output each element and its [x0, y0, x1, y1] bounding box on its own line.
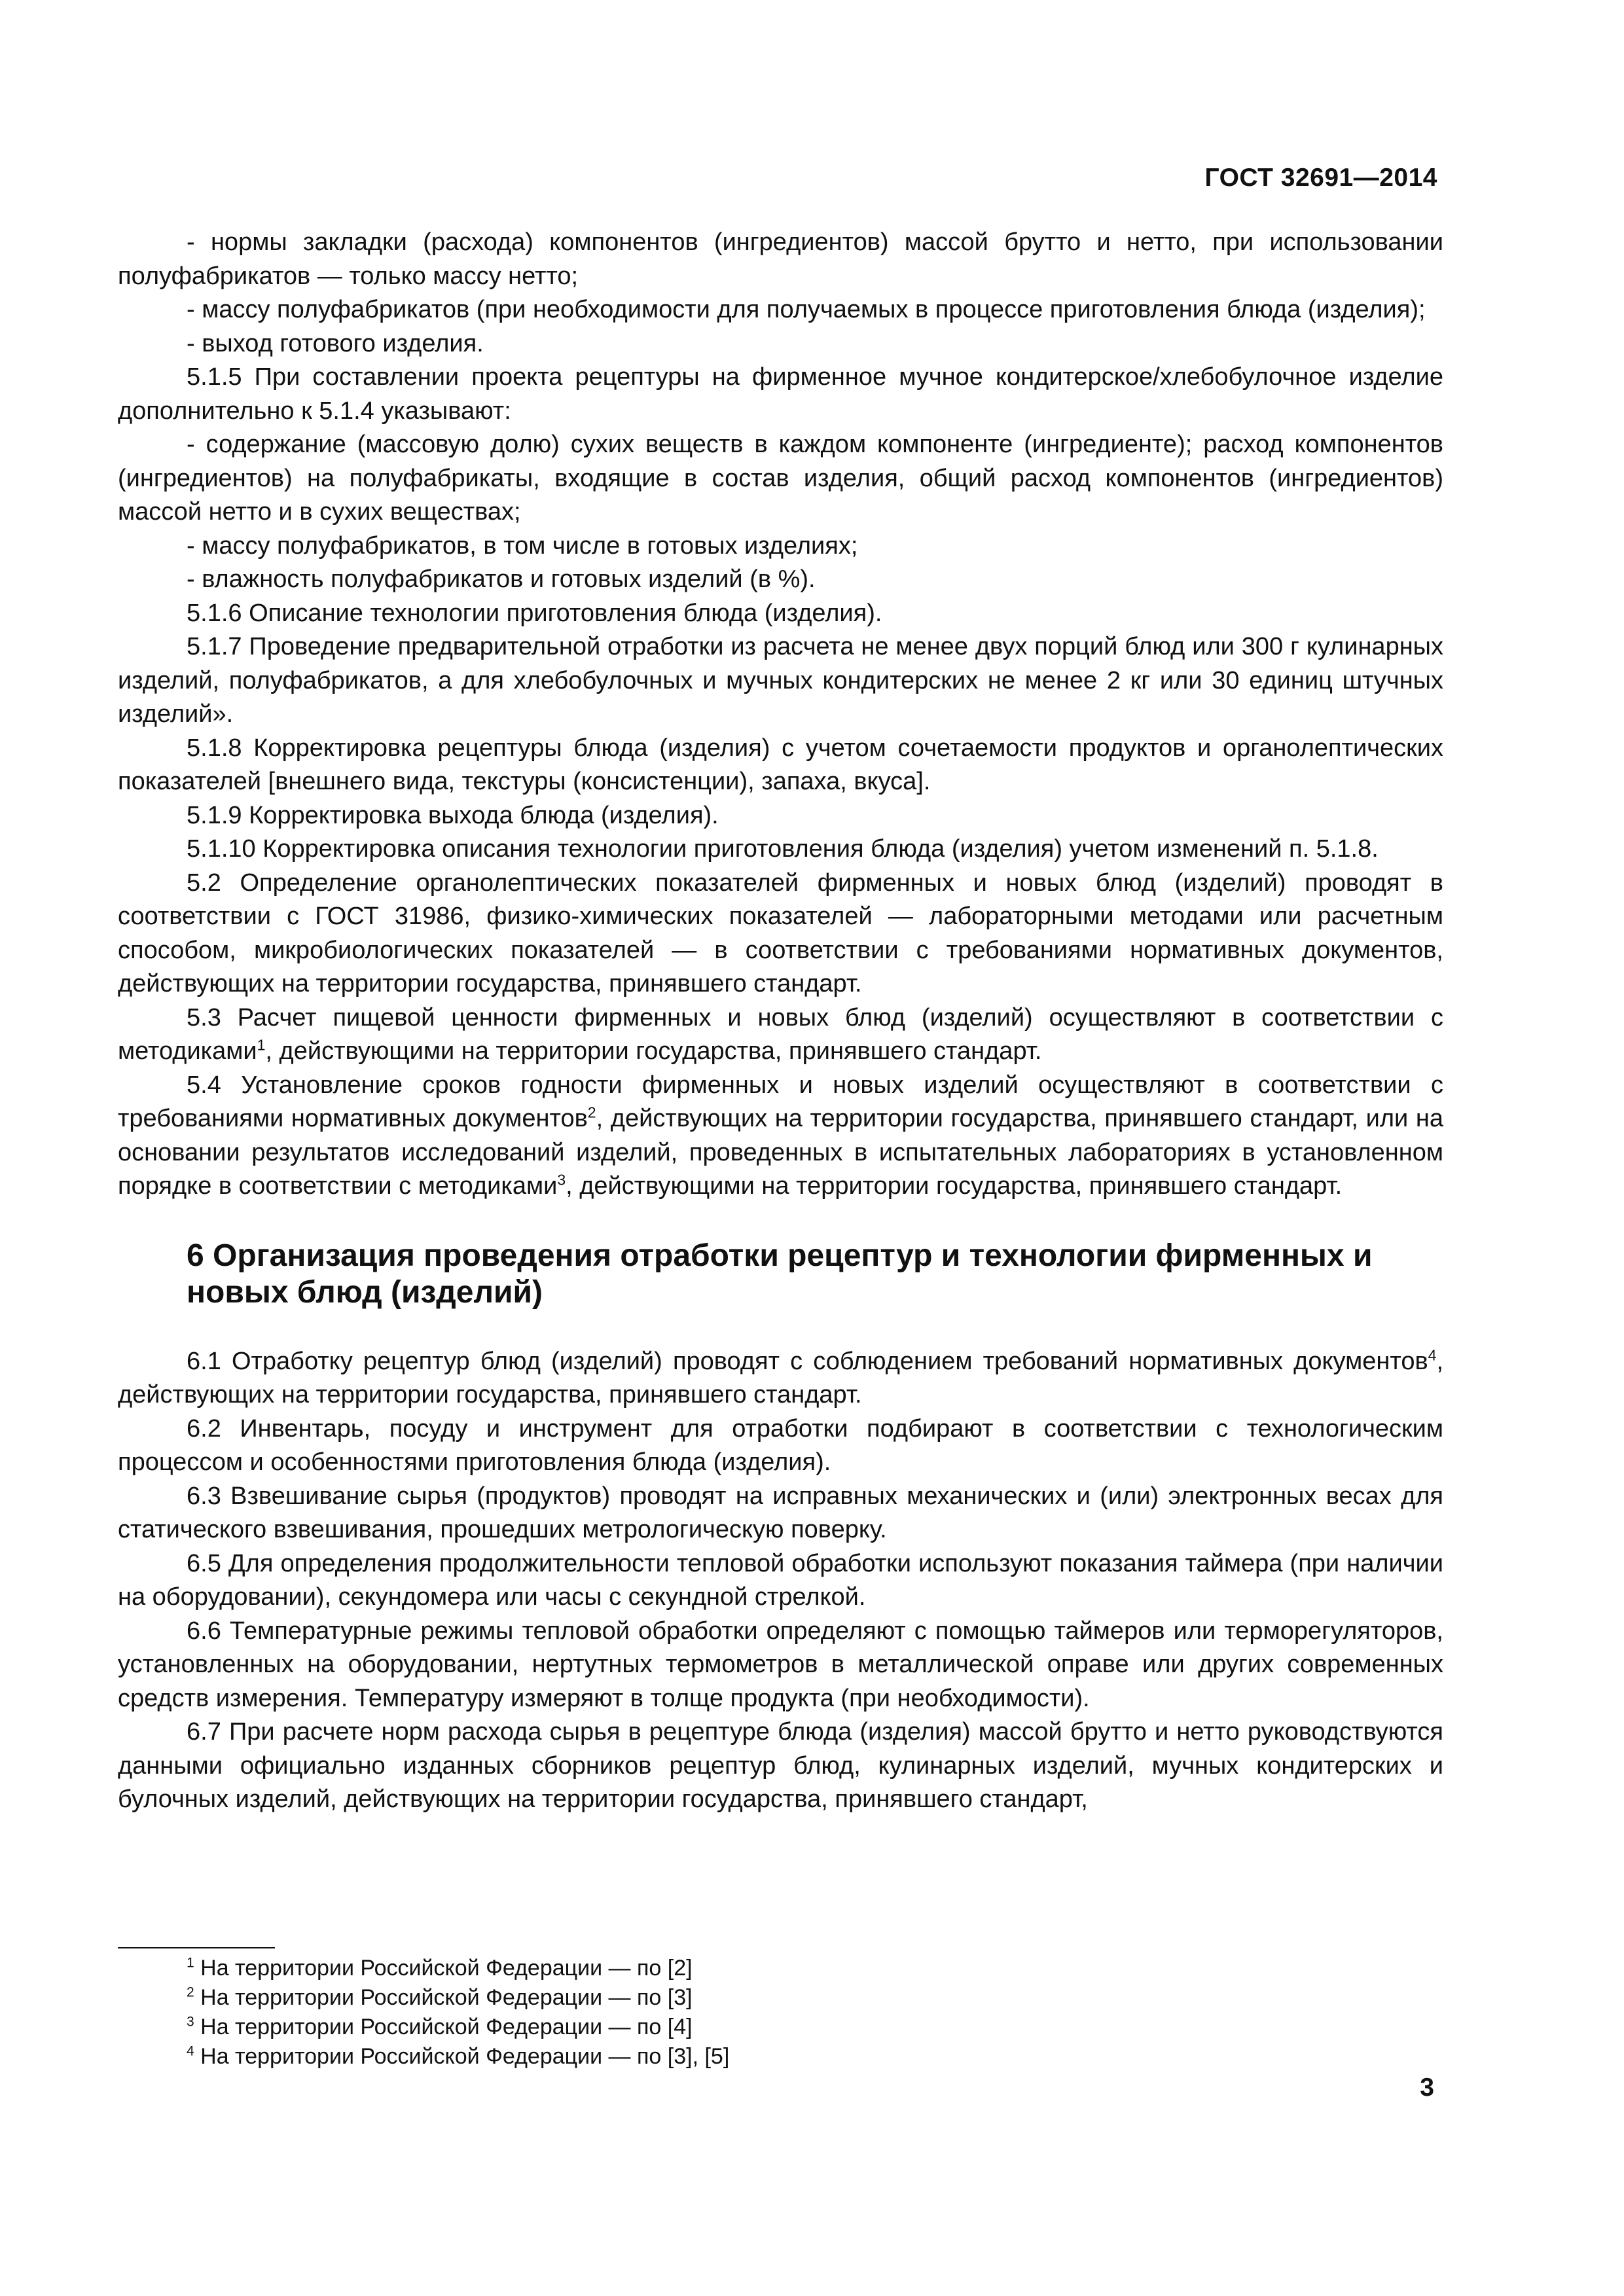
paragraph: 5.1.8 Корректировка рецептуры блюда (изделия) с учетом сочетаемости продуктов и органолептических показателей [внешнего вида, текстуры (консистенции), запаха, вкуса].: [118, 734, 1443, 795]
text-segment: 6.1 Отработку рецептур блюд (изделий) проводят с соблюдением требований нормативных документов: [187, 1347, 1428, 1375]
footnote-text: На территории Российской Федерации — по [4]: [194, 2015, 693, 2039]
paragraph: - выход готового изделия.: [187, 329, 484, 357]
footnote-number: 3: [187, 2014, 194, 2030]
footnote: [187, 1983, 729, 2013]
paragraph: 6.6 Температурные режимы тепловой обработки определяют с помощью таймеров или терморегуляторов, установленных на оборудовании, нертутных термометров в металлической оправе или других современных средств измерения. Температуру измеряют в толще продукта (при необходимости).: [118, 1617, 1443, 1712]
footnote-text: На территории Российской Федерации — по [2]: [194, 1956, 693, 1981]
paragraph: 5.1.7 Проведение предварительной отработки из расчета не менее двух порций блюд или 300 г кулинарных изделий, полуфабрикатов, а для хлебобулочных и мучных кондитерских не менее 2 кг или 30 единиц штучных изделий».: [118, 633, 1443, 728]
paragraph: 5.1.5 При составлении проекта рецептуры на фирменное мучное кондитерское/хлебобулочное изделие дополнительно к 5.1.4 указывают:: [118, 363, 1443, 425]
text-segment: 5.4 Установление сроков годности фирменных и новых изделий осуществляют в соответствии с требованиями нормативных документов: [118, 1071, 1443, 1132]
paragraph-5-3: [118, 1001, 1443, 1069]
document-header-title: ГОСТ 32691—2014: [1204, 164, 1437, 192]
body-text: [118, 226, 1443, 1817]
footnote-ref: 4: [1428, 1346, 1437, 1363]
paragraph: 6.3 Взвешивание сырья (продуктов) проводят на исправных механических и (или) электронных весах для статического взвешивания, прошедших метрологическую поверку.: [118, 1482, 1443, 1543]
text-segment: 5.3 Расчет пищевой ценности фирменных и новых блюд (изделий) осуществляют в соответствии с методиками: [118, 1003, 1443, 1065]
footnote-ref: 2: [587, 1103, 596, 1121]
footnote-ref: 3: [557, 1171, 566, 1189]
paragraph: - нормы закладки (расхода) компонентов (ингредиентов) массой брутто и нетто, при использовании полуфабрикатов — только массу нетто;: [118, 228, 1443, 290]
paragraph: 6.7 При расчете норм расхода сырья в рецептуре блюда (изделия) массой брутто и нетто руководствуются данными официально изданных сборников рецептур блюд, кулинарных изделий, мучных кондитерских и булочных изделий, действующих на территории государства, принявшего стандарт,: [118, 1718, 1443, 1813]
page-number: 3: [1420, 2073, 1434, 2102]
text-segment: , действующими на территории государства, принявшего стандарт.: [566, 1172, 1343, 1200]
footnote: [187, 1954, 729, 1983]
paragraph-6-1: [118, 1345, 1443, 1412]
section-heading: 6 Организация проведения отработки рецептур и технологии фирменных и новых блюд (изделий): [187, 1238, 1373, 1310]
paragraph: 6.5 Для определения продолжительности тепловой обработки используют показания таймера (при наличии на оборудовании), секундомера или часы с секундной стрелкой.: [118, 1549, 1443, 1611]
footnote: [187, 2042, 729, 2072]
footnote-text: На территории Российской Федерации — по [3], [5]: [194, 2044, 730, 2069]
paragraph: 5.2 Определение органолептических показателей фирменных и новых блюд (изделий) проводят в соответствии с ГОСТ 31986, физико-химических показателей — лабораторными методами или расчетным способом, микробиологических показателей — в соответствии с требованиями нормативных документов, действующих на территории государства, принявшего стандарт.: [118, 869, 1443, 997]
paragraph: 5.1.10 Корректировка описания технологии приготовления блюда (изделия) учетом изменений п. 5.1.8.: [187, 835, 1379, 863]
text-segment: , действующими на территории государства, принявшего стандарт.: [265, 1037, 1042, 1065]
text-segment: , действующих на территории государства, принявшего стандарт, или на основании результатов исследований изделий, проведенных в испытательных лабораториях в установленном порядке в соответствии с методиками: [118, 1105, 1443, 1200]
paragraph: - массу полуфабрикатов (при необходимости для получаемых в процессе приготовления блюда (изделия);: [187, 296, 1426, 323]
paragraph: - массу полуфабрикатов, в том числе в готовых изделиях;: [187, 531, 858, 560]
footnote-ref: 1: [257, 1036, 266, 1054]
footnote-number: 2: [187, 1984, 194, 2000]
footnote-number: 4: [187, 2043, 194, 2059]
footnote-text: На территории Российской Федерации — по [3]: [194, 1985, 693, 2010]
paragraph: - влажность полуфабрикатов и готовых изделий (в %).: [187, 565, 816, 593]
paragraph: 6.2 Инвентарь, посуду и инструмент для отработки подбирают в соответствии с технологическим процессом и особенностями приготовления блюда (изделия).: [118, 1414, 1443, 1476]
footnote: [187, 2013, 729, 2042]
paragraph: 5.1.6 Описание технологии приготовления блюда (изделия).: [187, 599, 882, 627]
footnote-divider: [118, 1947, 275, 1948]
text-segment: , действующих на территории государства, принявшего стандарт.: [118, 1347, 1443, 1408]
footnotes: [187, 1954, 729, 2072]
paragraph-5-4: [118, 1069, 1443, 1204]
paragraph: - содержание (массовую долю) сухих веществ в каждом компоненте (ингредиенте); расход компонентов (ингредиентов) на полуфабрикаты, входящие в состав изделия, общий расход компонентов (ингредиентов) массой нетто и в сухих веществах;: [118, 431, 1443, 526]
paragraph: 5.1.9 Корректировка выхода блюда (изделия).: [187, 801, 719, 829]
footnote-number: 1: [187, 1955, 194, 1971]
